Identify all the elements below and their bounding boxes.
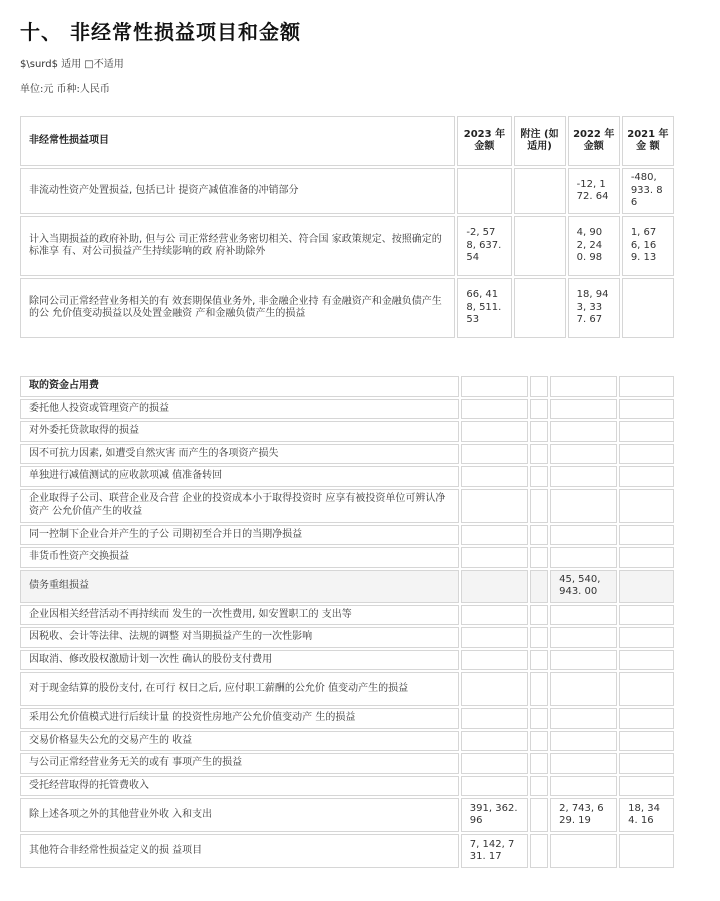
row-2022 [550, 650, 617, 671]
row-2022 [550, 489, 617, 523]
table-row [20, 731, 674, 752]
row-item: 受托经营取得的托管费收入 [20, 776, 459, 797]
row-2022 [550, 399, 617, 420]
applicability-line: $\surd$ 适用 □不适用 [20, 59, 124, 70]
row-note [530, 570, 548, 603]
header-item: 取的资金占用费 [20, 376, 459, 397]
row-2021: -480, 933. 86 [622, 168, 674, 214]
row-item: 同一控制下企业合并产生的子公 司期初至合并日的当期净损益 [20, 525, 459, 546]
empty-cell [461, 376, 528, 397]
row-2021 [619, 547, 674, 568]
row-note [530, 627, 548, 648]
row-2023: 391, 362. 96 [461, 798, 528, 832]
row-note [530, 708, 548, 729]
row-2023 [461, 444, 528, 465]
row-2021 [619, 672, 674, 706]
row-2023: 66, 418, 511. 53 [457, 278, 511, 338]
row-2021 [619, 753, 674, 774]
row-2023 [461, 627, 528, 648]
row-2022 [550, 421, 617, 442]
row-note [514, 168, 566, 214]
row-2021: 18, 344. 16 [619, 798, 674, 832]
row-2023 [461, 708, 528, 729]
row-note [530, 399, 548, 420]
row-note [530, 466, 548, 487]
row-2022 [550, 525, 617, 546]
row-2023: 7, 142, 731. 17 [461, 834, 528, 868]
row-item: 委托他人投资或管理资产的损益 [20, 399, 459, 420]
row-2021 [619, 570, 674, 603]
row-2021 [619, 650, 674, 671]
empty-cell [550, 376, 617, 397]
table-row [20, 399, 674, 420]
row-2021 [619, 399, 674, 420]
row-item: 对外委托贷款取得的损益 [20, 421, 459, 442]
row-2022 [550, 834, 617, 868]
row-2022: -12, 172. 64 [568, 168, 620, 214]
table-row [20, 834, 674, 868]
non-recurring-table-top [18, 114, 676, 340]
row-2022 [550, 708, 617, 729]
row-2023 [461, 421, 528, 442]
row-2022 [550, 776, 617, 797]
row-2023 [461, 650, 528, 671]
row-item: 计入当期损益的政府补助, 但与公 司正常经营业务密切相关、符合国 家政策规定、按照确定的标准享 有、对公司损益产生持续影响的政 府补助除外 [20, 216, 455, 276]
row-2021 [619, 605, 674, 626]
row-2021 [619, 421, 674, 442]
row-note [514, 278, 566, 338]
row-2023 [461, 605, 528, 626]
row-2021 [619, 525, 674, 546]
table-row [20, 753, 674, 774]
table-row [20, 798, 674, 832]
table-row [20, 776, 674, 797]
row-note [530, 489, 548, 523]
table-row [20, 605, 674, 626]
row-note [530, 776, 548, 797]
table-row [20, 650, 674, 671]
row-item: 采用公允价值模式进行后续计量 的投资性房地产公允价值变动产 生的损益 [20, 708, 459, 729]
row-2023 [461, 570, 528, 603]
row-note [530, 672, 548, 706]
row-2021 [619, 708, 674, 729]
row-note [530, 834, 548, 868]
row-note [514, 216, 566, 276]
header-item: 非经常性损益项目 [20, 116, 455, 166]
header-2022: 2022 年金额 [568, 116, 620, 166]
row-2023 [461, 731, 528, 752]
table-row [20, 216, 674, 276]
row-item: 因取消、修改股权激励计划一次性 确认的股份支付费用 [20, 650, 459, 671]
row-note [530, 650, 548, 671]
table-row [20, 547, 674, 568]
row-2022: 45, 540, 943. 00 [550, 570, 617, 603]
row-item: 其他符合非经常性损益定义的损 益项目 [20, 834, 459, 868]
row-2021 [622, 278, 674, 338]
table-row [20, 525, 674, 546]
row-2021 [619, 834, 674, 868]
row-2022 [550, 444, 617, 465]
row-2021: 1, 676, 169. 13 [622, 216, 674, 276]
table-row [20, 421, 674, 442]
row-item: 与公司正常经营业务无关的或有 事项产生的损益 [20, 753, 459, 774]
row-item: 除同公司正常经营业务相关的有 效套期保值业务外, 非金融企业持 有金融资产和金融负债产生的公 允价值变动损益以及处置金融资 产和金融负债产生的损益 [20, 278, 455, 338]
row-note [530, 525, 548, 546]
row-2021 [619, 627, 674, 648]
table-row [20, 168, 674, 214]
table-row [20, 708, 674, 729]
table-row [20, 278, 674, 338]
row-2022 [550, 547, 617, 568]
header-2023: 2023 年金额 [457, 116, 511, 166]
table-header-row [20, 116, 674, 166]
row-item: 单独进行减值测试的应收款项减 值准备转回 [20, 466, 459, 487]
header-note: 附注 (如 适用) [514, 116, 566, 166]
row-2021 [619, 489, 674, 523]
row-item: 对于现金结算的股份支付, 在可行 权日之后, 应付职工薪酬的公允价 值变动产生的损益 [20, 672, 459, 706]
row-note [530, 444, 548, 465]
table-header-row [20, 376, 674, 397]
row-2023 [461, 525, 528, 546]
row-2022: 4, 902, 240. 98 [568, 216, 620, 276]
row-note [530, 605, 548, 626]
row-2021 [619, 776, 674, 797]
row-2022 [550, 731, 617, 752]
row-2021 [619, 466, 674, 487]
row-2021 [619, 444, 674, 465]
row-note [530, 753, 548, 774]
section-title: 十、 非经常性损益项目和金额 [20, 20, 301, 44]
row-2022 [550, 672, 617, 706]
row-item: 非流动性资产处置损益, 包括已计 提资产减值准备的冲销部分 [20, 168, 455, 214]
row-2023 [457, 168, 511, 214]
table-row [20, 444, 674, 465]
row-item: 交易价格显失公允的交易产生的 收益 [20, 731, 459, 752]
table-row [20, 489, 674, 523]
row-item: 企业因相关经营活动不再持续而 发生的一次性费用, 如安置职工的 支出等 [20, 605, 459, 626]
row-item: 债务重组损益 [20, 570, 459, 603]
row-note [530, 798, 548, 832]
non-recurring-table-bottom [18, 374, 676, 870]
row-2022: 18, 943, 337. 67 [568, 278, 620, 338]
row-item: 除上述各项之外的其他营业外收 入和支出 [20, 798, 459, 832]
row-item: 企业取得子公司、联营企业及合营 企业的投资成本小于取得投资时 应享有被投资单位可辨认净资产 公允价值产生的收益 [20, 489, 459, 523]
row-item: 因不可抗力因素, 如遭受自然灾害 而产生的各项资产损失 [20, 444, 459, 465]
table-row [20, 627, 674, 648]
row-2023 [461, 753, 528, 774]
row-2023 [461, 466, 528, 487]
row-2023 [461, 547, 528, 568]
table-row [20, 466, 674, 487]
row-item: 非货币性资产交换损益 [20, 547, 459, 568]
row-2022 [550, 466, 617, 487]
row-2023 [461, 399, 528, 420]
row-2022: 2, 743, 629. 19 [550, 798, 617, 832]
row-note [530, 421, 548, 442]
row-note [530, 731, 548, 752]
row-note [530, 547, 548, 568]
empty-cell [530, 376, 548, 397]
row-2022 [550, 627, 617, 648]
unit-line: 单位:元 币种:人民币 [20, 84, 110, 95]
table-row [20, 570, 674, 603]
row-item: 因税收、会计等法律、法规的调整 对当期损益产生的一次性影响 [20, 627, 459, 648]
table-row [20, 672, 674, 706]
row-2022 [550, 753, 617, 774]
row-2023 [461, 776, 528, 797]
row-2021 [619, 731, 674, 752]
row-2023 [461, 672, 528, 706]
empty-cell [619, 376, 674, 397]
header-2021: 2021 年金 额 [622, 116, 674, 166]
row-2023: -2, 578, 637. 54 [457, 216, 511, 276]
row-2022 [550, 605, 617, 626]
row-2023 [461, 489, 528, 523]
